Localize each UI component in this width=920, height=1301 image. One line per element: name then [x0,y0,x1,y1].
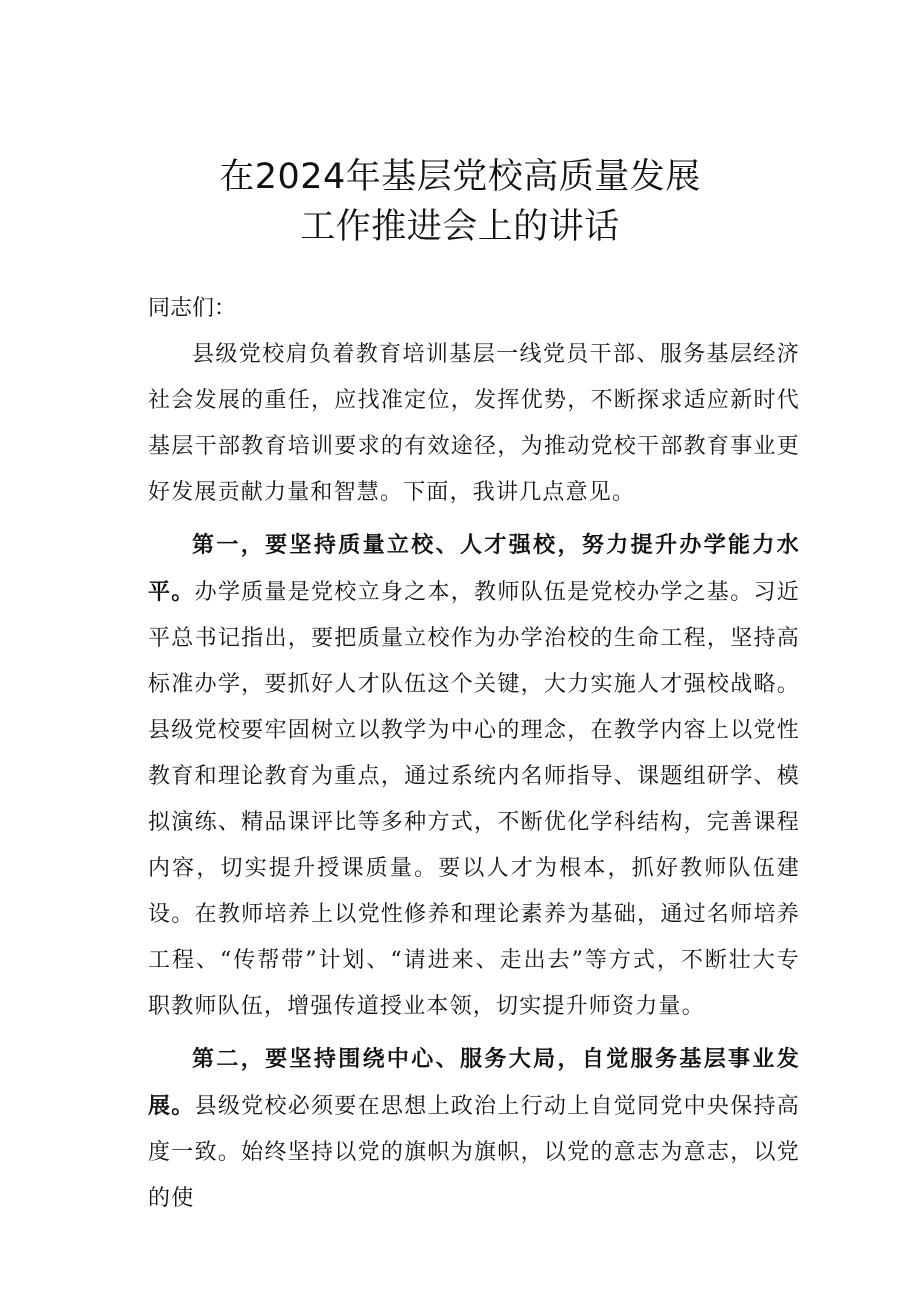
paragraph-intro [148,332,800,516]
paragraph-point-2-text: 县级党校必须要在思想上政治上行动上自觉同党中央保持高度一致。始终坚持以党的旗帜为旗帜，以党的意志为意志，以党的使 [148,1094,800,1211]
paragraph-point-2-heading: 第二，要坚持围绕中心、服务大局，自觉服务基层事业发展。 [148,1046,800,1119]
salutation: 同志们： [148,296,237,321]
document-title [0,152,920,252]
paragraph-point-1-heading: 第一，要坚持质量立校、人才强校，努力提升办学能力水平。 [148,532,800,605]
paragraph-point-2 [148,1036,800,1222]
paragraph-point-1-text: 办学质量是党校立身之本，教师队伍是党校办学之基。习近平总书记指出，要把质量立校作为办学治校的生命工程，坚持高标准办学，要抓好人才队伍这个关键，大力实施人才强校战略。县级党校要牢固树立以教学为中心的理念，在教学内容上以党性教育和理论教育为重点，通过系统内名师指导、课题组研学、模拟演练、精品课评比等多种方式，不断优化学科结构，完善课程内容，切实提升授课质量。要以人才为根本，抓好教师队伍建设。在教师培养上以党性修养和理论素养为基础，通过名师培养工程、“传帮带”计划、“请进来、走出去”等方式，不断壮大专职教师队伍，增强传道授业本领，切实提升师资力量。 [148,580,800,1019]
title-line-2: 工作推进会上的讲话 [300,207,620,247]
paragraph-intro-text: 县级党校肩负着教育培训基层一线党员干部、服务基层经济社会发展的重任，应找准定位，发挥优势，不断探求适应新时代基层干部教育培训要求的有效途径，为推动党校干部教育事业更好发展贡献力量和智慧。下面，我讲几点意见。 [148,342,800,505]
title-line-1: 在2024年基层党校高质量发展 [219,157,701,197]
paragraph-point-1 [148,522,800,1030]
document-body [148,286,800,1228]
